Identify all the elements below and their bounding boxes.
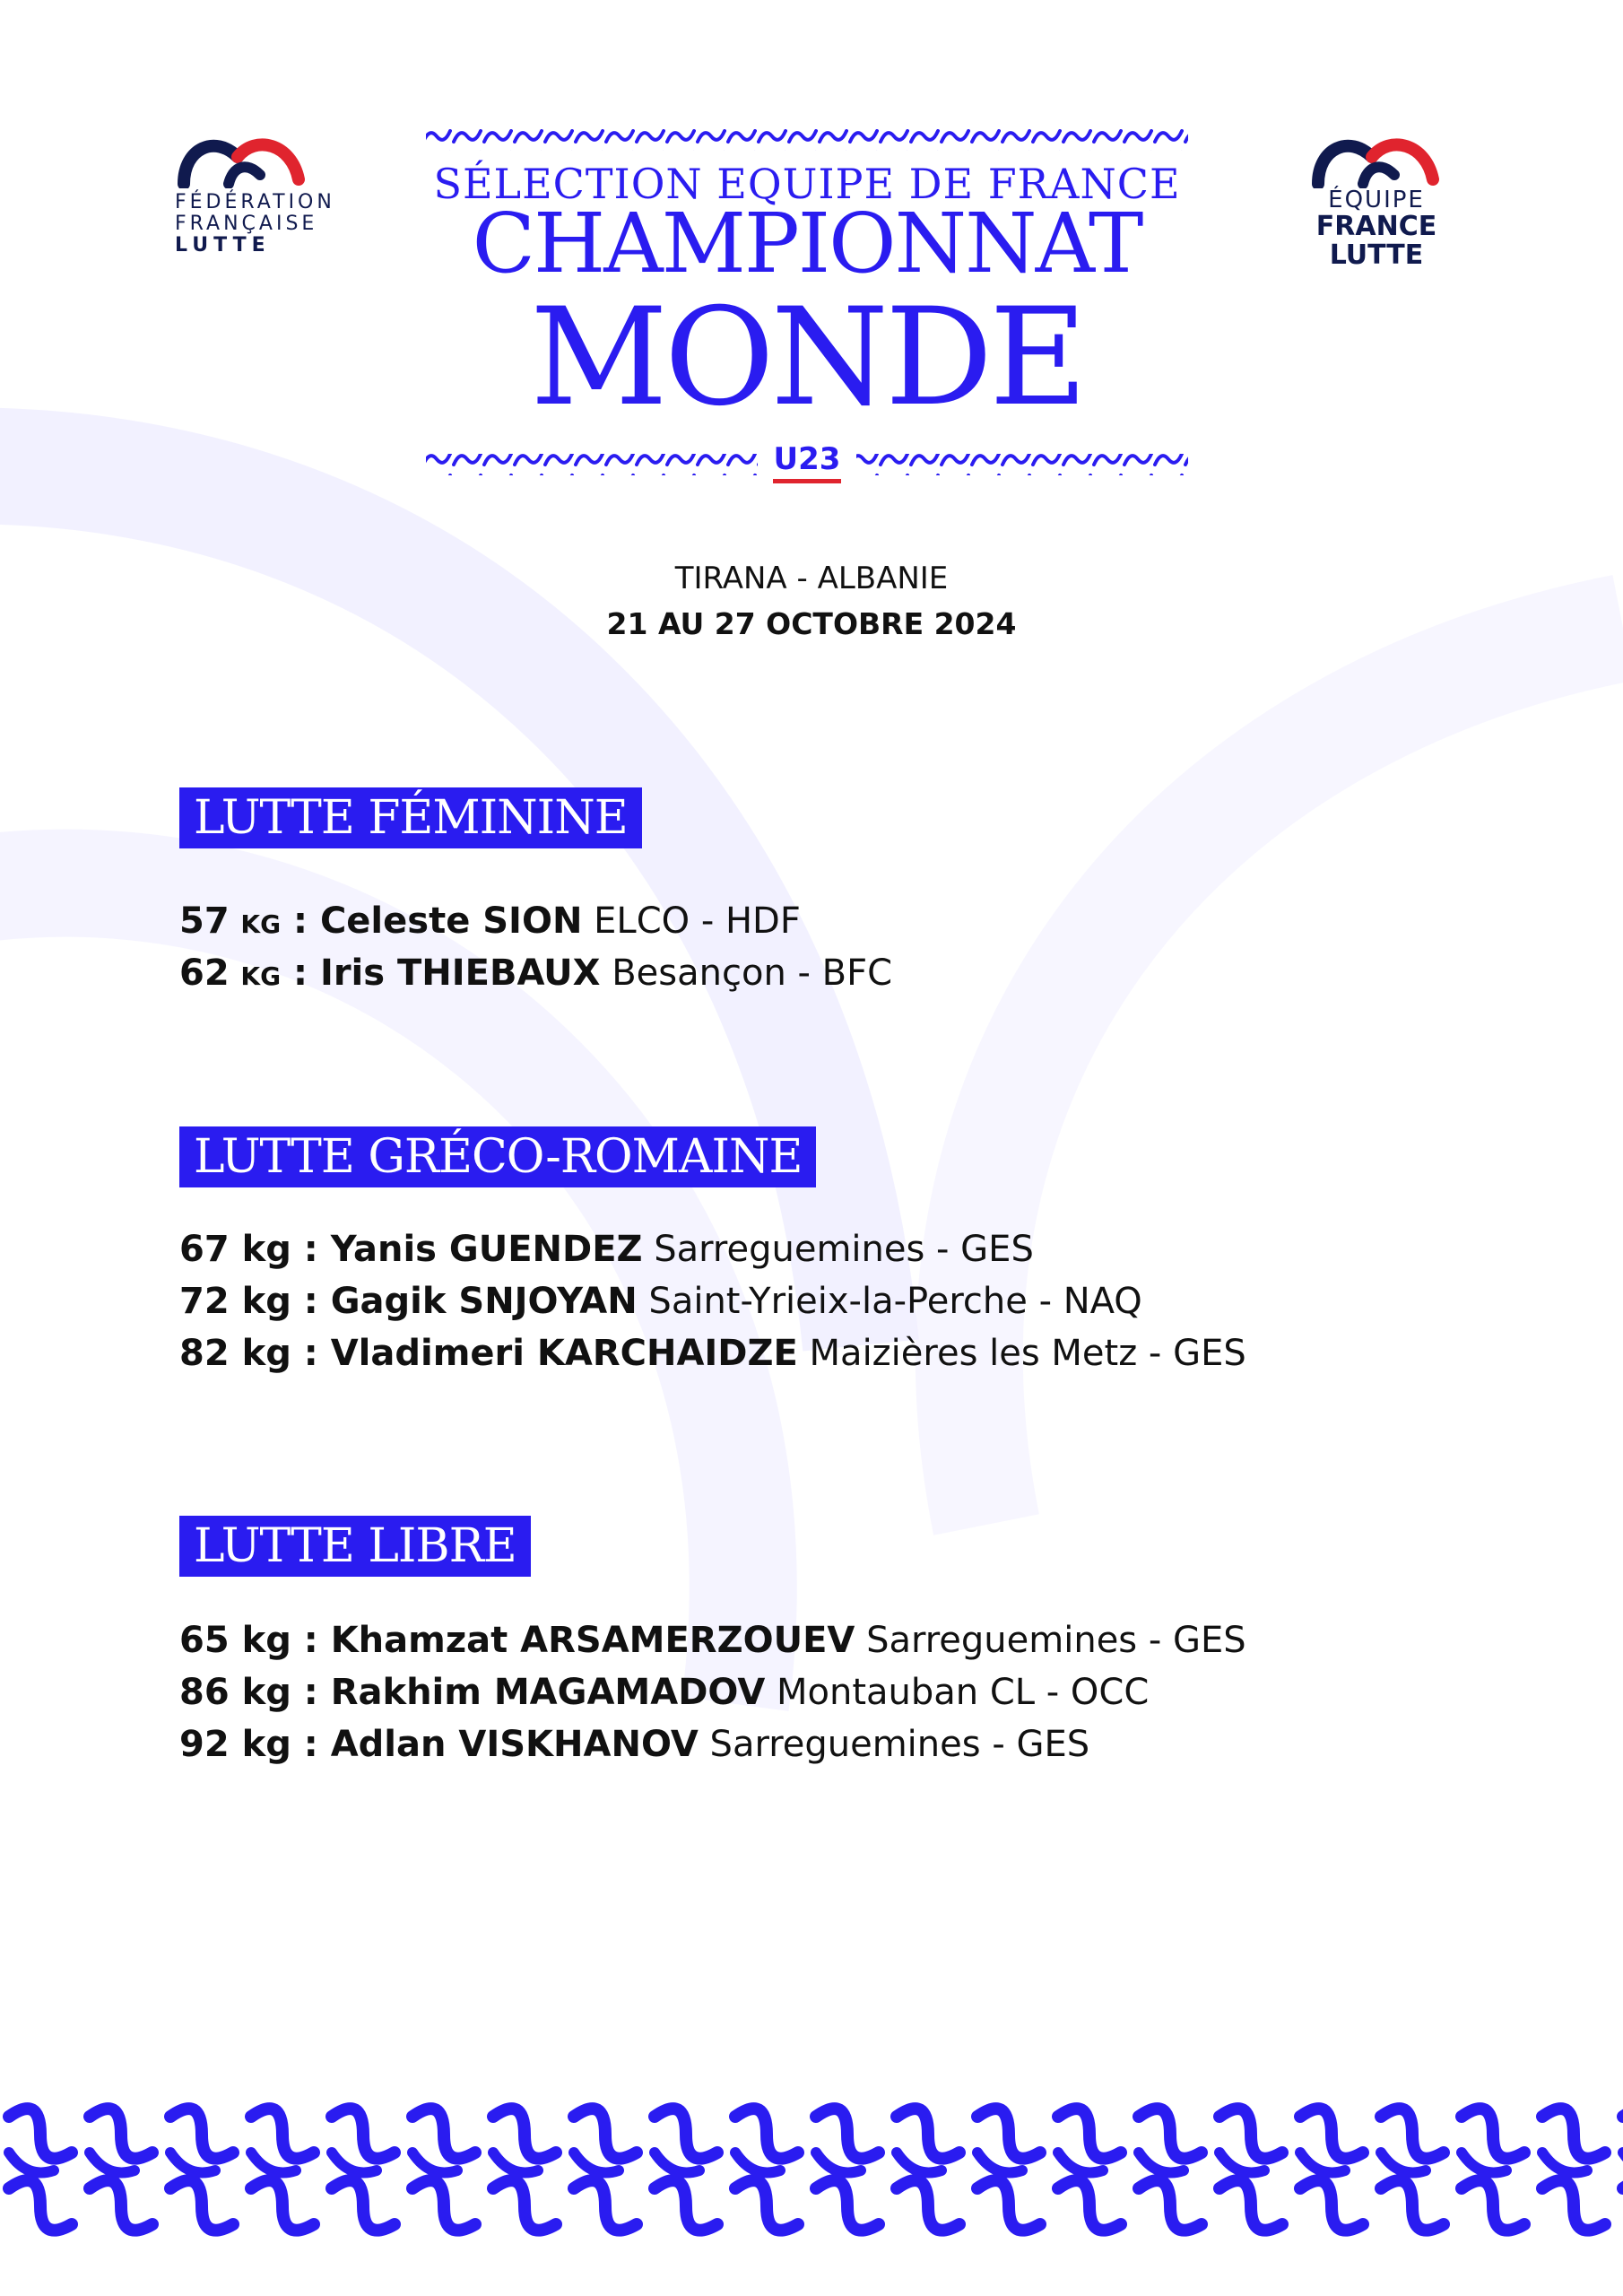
athlete-weight-unit: KG bbox=[240, 961, 282, 991]
bottom-pattern bbox=[0, 2099, 1623, 2242]
u23-badge: U23 bbox=[773, 441, 841, 477]
event-dates: 21 AU 27 OCTOBRE 2024 bbox=[606, 606, 1017, 641]
athlete-row: 57 KG : Celeste SION ELCO - HDF bbox=[179, 900, 801, 942]
athlete-name: Celeste SION bbox=[319, 900, 583, 942]
section-header-greco-romaine: LUTTE GRÉCO-ROMAINE bbox=[179, 1126, 816, 1187]
efl-logo-line-1: ÉQUIPE bbox=[1328, 187, 1425, 213]
athlete-weight: 92 kg bbox=[179, 1724, 291, 1765]
ffl-logo-line-3: LUTTE bbox=[175, 234, 271, 257]
athlete-club: Montauban CL - OCC bbox=[777, 1672, 1150, 1713]
athlete-name: Khamzat ARSAMERZOUEV bbox=[330, 1620, 855, 1661]
efl-logo bbox=[1291, 126, 1462, 269]
title-selection: SÉLECTION EQUIPE DE FRANCE bbox=[433, 160, 1181, 208]
athlete-weight: 67 kg bbox=[179, 1229, 291, 1270]
athlete-club: Maizières les Metz - GES bbox=[809, 1333, 1246, 1374]
athlete-club: ELCO - HDF bbox=[594, 900, 801, 942]
athlete-club: Sarreguemines - GES bbox=[709, 1724, 1090, 1765]
section-header-libre: LUTTE LIBRE bbox=[179, 1516, 531, 1577]
athlete-club: Sarreguemines - GES bbox=[654, 1229, 1034, 1270]
ffl-logo-line-1: FÉDÉRATION bbox=[175, 191, 335, 213]
athlete-row: 72 kg : Gagik SNJOYAN Saint-Yrieix-la-Perche - NAQ bbox=[179, 1281, 1142, 1322]
athlete-row: 92 kg : Adlan VISKHANOV Sarreguemines - GES bbox=[179, 1724, 1090, 1765]
title-block bbox=[421, 126, 1193, 493]
athlete-name: Gagik SNJOYAN bbox=[330, 1281, 638, 1322]
athlete-name: Yanis GUENDEZ bbox=[330, 1229, 643, 1270]
title-championnat: CHAMPIONNAT bbox=[472, 196, 1142, 291]
athlete-row: 67 kg : Yanis GUENDEZ Sarreguemines - GES bbox=[179, 1229, 1034, 1270]
athlete-club: Besançon - BFC bbox=[612, 952, 893, 994]
athlete-club: Sarreguemines - GES bbox=[866, 1620, 1246, 1661]
athlete-name: Iris THIEBAUX bbox=[319, 952, 601, 994]
athlete-weight: 72 kg bbox=[179, 1281, 291, 1322]
athlete-row: 62 KG : Iris THIEBAUX Besançon - BFC bbox=[179, 952, 893, 994]
efl-logo-line-3: LUTTE bbox=[1329, 239, 1424, 271]
efl-logo-line-2: FRANCE bbox=[1315, 211, 1437, 243]
ffl-logo-mark bbox=[175, 126, 309, 188]
athlete-weight: 82 kg bbox=[179, 1333, 291, 1374]
athlete-weight: 62 bbox=[179, 952, 230, 994]
ffl-logo bbox=[175, 126, 354, 257]
section-header-feminine: LUTTE FÉMININE bbox=[179, 787, 642, 848]
event-location: TIRANA - ALBANIE bbox=[674, 561, 949, 596]
athlete-name: Adlan VISKHANOV bbox=[330, 1724, 699, 1765]
athlete-club: Saint-Yrieix-la-Perche - NAQ bbox=[648, 1281, 1142, 1322]
athlete-weight: 57 bbox=[179, 900, 230, 942]
athlete-row: 82 kg : Vladimeri KARCHAIDZE Maizières les Metz - GES bbox=[179, 1333, 1246, 1374]
u23-underline bbox=[773, 479, 841, 483]
athlete-name: Rakhim MAGAMADOV bbox=[330, 1672, 766, 1713]
efl-logo-mark bbox=[1309, 126, 1444, 188]
athlete-row: 86 kg : Rakhim MAGAMADOV Montauban CL - OCC bbox=[179, 1672, 1150, 1713]
title-monde: MONDE bbox=[530, 280, 1084, 436]
athlete-weight-unit: KG bbox=[240, 909, 282, 939]
athlete-name: Vladimeri KARCHAIDZE bbox=[330, 1333, 798, 1374]
athlete-weight: 86 kg bbox=[179, 1672, 291, 1713]
athlete-weight: 65 kg bbox=[179, 1620, 291, 1661]
ffl-logo-line-2: FRANÇAISE bbox=[175, 213, 318, 236]
athlete-row: 65 kg : Khamzat ARSAMERZOUEV Sarreguemines - GES bbox=[179, 1620, 1246, 1661]
